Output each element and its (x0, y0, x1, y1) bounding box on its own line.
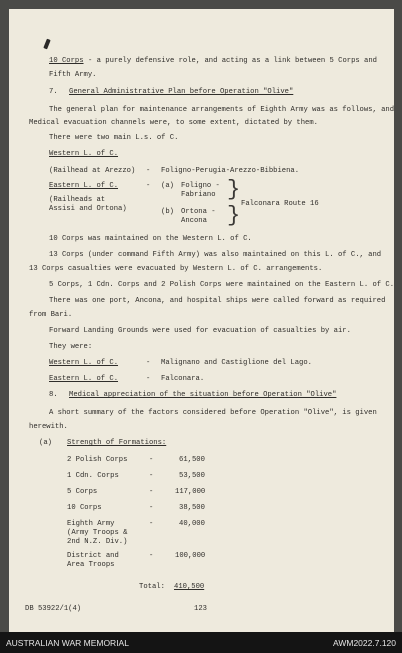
paragraph-text: The general plan for maintenance arrangements of Eighth Army was as follows, and (49, 106, 394, 114)
page-number: 123 (194, 605, 207, 613)
formation-name: 5 Corps (67, 488, 98, 496)
formation-name: Area Troops (67, 561, 115, 569)
route-text: Ortona - (181, 208, 216, 216)
formation-strength: 100,000 (175, 552, 206, 560)
loc-label: Western L. of C. (49, 359, 119, 367)
formation-name: 2 Polish Corps (67, 456, 128, 464)
paragraph-text: 13 Corps (under command Fifth Army) was also maintained on this L. of C., and (49, 251, 382, 259)
loc-sublabel: Assisi and Ortona) (49, 205, 127, 213)
dash: - (149, 472, 154, 480)
formation-name: Eighth Army (67, 520, 115, 528)
dash: - (149, 504, 154, 512)
formation-name: 2nd N.Z. Div.) (67, 538, 128, 546)
footer-institution: AUSTRALIAN WAR MEMORIAL (6, 638, 129, 648)
paragraph-text: 10 Corps was maintained on the Western L. of C. (49, 235, 252, 243)
formation-strength: 53,500 (179, 472, 205, 480)
total-value: 410,500 (174, 583, 205, 591)
formation-strength: 38,500 (179, 504, 205, 512)
route-text: Falconara Route 16 (241, 200, 319, 208)
paragraph-text: from Bari. (29, 311, 73, 319)
document-reference: DB 53922/1(4) (25, 605, 82, 613)
formation-name: District and (67, 552, 119, 560)
landing-grounds: Malignano and Castiglione del Lago. (161, 359, 312, 367)
paragraph-text: Forward Landing Grounds were used for evacuation of casualties by air. (49, 327, 351, 335)
dash: - (149, 488, 154, 496)
formation-name: (Army Troops & (67, 529, 128, 537)
paragraph-text: 13 Corps casualties were evacuated by Western L. of C. arrangements. (29, 265, 323, 273)
document-page (9, 9, 394, 632)
section-heading: Medical appreciation of the situation before Operation "Olive" (69, 391, 337, 399)
brace-icon: } (227, 203, 241, 228)
paragraph-text: A short summary of the factors considered before Operation "Olive", is given (49, 409, 377, 417)
dash: - (146, 182, 151, 190)
route-text: Foligno-Perugia-Arezzo-Bibbiena. (161, 167, 300, 175)
formation-name: 1 Cdn. Corps (67, 472, 119, 480)
total-label: Total: (139, 583, 165, 591)
formation-name: 10 Corps (67, 504, 102, 512)
brace-icon: } (227, 177, 241, 202)
paragraph-text: There was one port, Ancona, and hospital ships were called forward as required (49, 297, 386, 305)
loc-sublabel: (Railheads at (49, 196, 106, 204)
dash: - (146, 359, 151, 367)
landing-grounds: Falconara. (161, 375, 205, 383)
paragraph-text: 5 Corps, 1 Cdn. Corps and 2 Polish Corps were maintained on the Eastern L. of C. (49, 281, 394, 289)
route-text: Foligno - (181, 182, 220, 190)
dash: - (149, 456, 154, 464)
paragraph-text: Medical evacuation channels were, to some extent, dictated by them. (29, 119, 318, 127)
archive-footer (0, 632, 402, 653)
loc-sublabel: (Railhead at Arezzo) (49, 167, 136, 175)
paragraph-text: - a purely defensive role, and acting as a link between 5 Corps and (88, 57, 377, 65)
formation-strength: 117,000 (175, 488, 206, 496)
section-heading: General Administrative Plan before Operation "Olive" (69, 88, 294, 96)
paragraph-text: herewith. (29, 423, 68, 431)
section-number: 7. (49, 88, 58, 96)
corps-name: 10 Corps (49, 57, 84, 65)
formation-strength: 61,500 (179, 456, 205, 464)
loc-label: Western L. of C. (49, 150, 119, 158)
item-marker: (a) (39, 439, 52, 447)
section-number: 8. (49, 391, 58, 399)
footer-accession-number: AWM2022.7.120 (333, 638, 396, 648)
subsection-heading: Strength of Formations: (67, 439, 167, 447)
dash: - (146, 375, 151, 383)
paragraph-text: Fifth Army. (49, 71, 97, 79)
route-text: Fabriano (181, 191, 216, 199)
dash: - (146, 167, 151, 175)
route-text: Ancona (181, 217, 207, 225)
dash: - (149, 552, 154, 560)
item-marker: (b) (161, 208, 174, 216)
pencil-mark (43, 39, 50, 50)
item-marker: (a) (161, 182, 174, 190)
formation-strength: 40,000 (179, 520, 205, 528)
loc-label: Eastern L. of C. (49, 375, 119, 383)
paragraph-text: They were: (49, 343, 93, 351)
loc-label: Eastern L. of C. (49, 182, 119, 190)
paragraph-text: There were two main L.s. of C. (49, 134, 179, 142)
dash: - (149, 520, 154, 528)
